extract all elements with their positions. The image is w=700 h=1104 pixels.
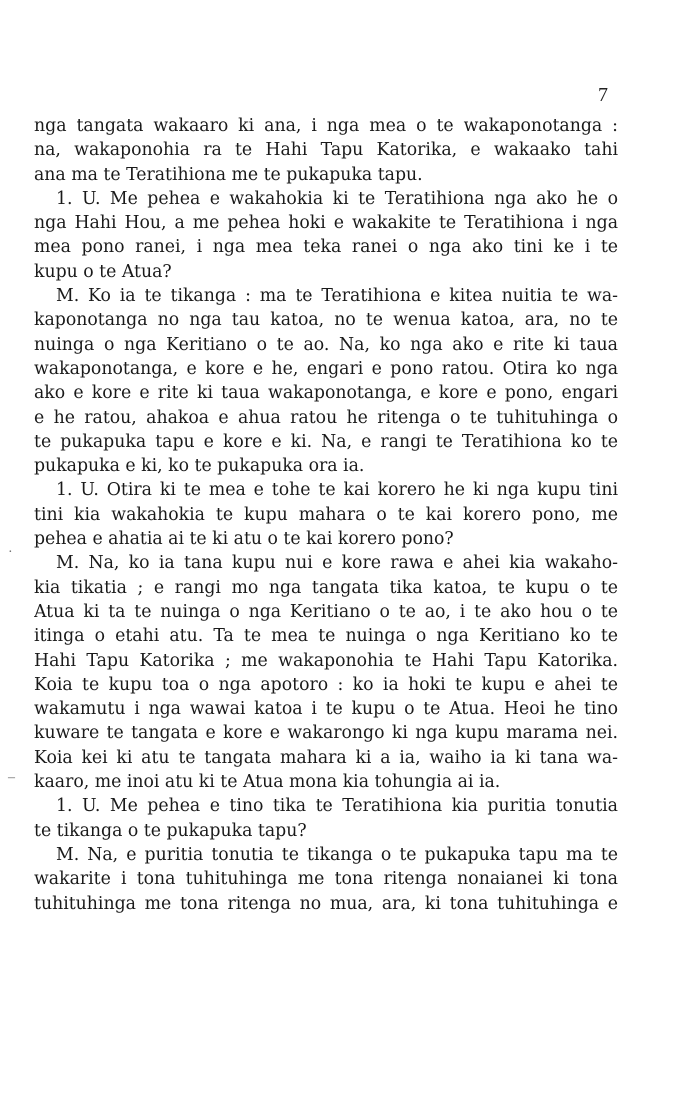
text-line: kuware te tangata e kore e wakarongo ki nga kupu marama nei. [34,723,618,744]
text-line: ana ma te Teratihiona me te pukapuka tapu. [34,164,423,185]
text-line: kia tikatia ; e rangi mo nga tangata tika katoa, te kupu o te [34,577,618,598]
text-line: ako e kore e rite ki taua wakaponotanga, e kore e pono, engari [34,383,618,404]
answer-line: M. Na, ko ia tana kupu nui e kore rawa e ahei kia wakaho- [56,553,618,574]
text-line: te pukapuka tapu e kore e ki. Na, e rangi te Teratihiona ko te [34,431,618,452]
text-line: kaponotanga no nga tau katoa, no te wenua katoa, ara, no te [34,310,618,331]
answer-line: M. Ko ia te tikanga : ma te Teratihiona e kitea nuitia te wa- [56,286,618,307]
margin-dot-mark: · [8,545,13,560]
text-line: mea pono ranei, i nga mea teka ranei o nga ako tini ke i te [34,237,618,258]
answer-line: M. Na, e puritia tonutia te tikanga o te pukapuka tapu ma te [56,844,618,865]
question-line: 1. U. Otira ki te mea e tohe te kai korero he ki nga kupu tini [56,480,618,501]
text-line: wakarite i tona tuhituhinga me tona ritenga nonaianei ki tona [34,869,618,890]
text-line: nga tangata wakaaro ki ana, i nga mea o te wakaponotanga : [34,116,618,136]
text-line: nga Hahi Hou, a me pehea hoki e wakakite te Teratihiona i nga [34,213,618,234]
text-line: pukapuka e ki, ko te pukapuka ora ia. [34,456,365,477]
text-line: tuhituhinga me tona ritenga no mua, ara, ki tona tuhituhinga e [34,893,618,914]
margin-dash-mark: – [8,770,15,785]
question-line: 1. U. Me pehea e wakahokia ki te Teratihiona nga ako he o [56,188,618,209]
text-line: Hahi Tapu Katorika ; me wakaponohia te Hahi Tapu Katorika. [34,650,618,671]
page-number: 7 [598,84,608,106]
text-line: nuinga o nga Keritiano o te ao. Na, ko nga ako e rite ki taua [34,334,618,355]
question-line: 1. U. Me pehea e tino tika te Teratihiona kia puritia tonutia [56,796,618,817]
text-line: Koia te kupu toa o nga apotoro : ko ia hoki te kupu e ahei te [34,674,618,695]
text-line: kaaro, me inoi atu ki te Atua mona kia tohungia ai ia. [34,772,501,793]
text-line: Koia kei ki atu te tangata mahara ki a ia, waiho ia ki tana wa- [34,747,618,768]
text-line: itinga o etahi atu. Ta te mea te nuinga o nga Keritiano ko te [34,626,618,647]
text-line: na, wakaponohia ra te Hahi Tapu Katorika, e wakaako tahi [34,140,618,161]
text-line: wakaponotanga, e kore e he, engari e pono ratou. Otira ko nga [34,358,618,379]
body-text [34,114,618,1094]
text-line: e he ratou, ahakoa e ahua ratou he ritenga o te tuhituhinga o [34,407,618,428]
text-line: te tikanga o te pukapuka tapu? [34,820,307,841]
text-line: pehea e ahatia ai te ki atu o te kai korero pono? [34,529,454,550]
text-line: kupu o te Atua? [34,261,172,282]
text-line: Atua ki ta te nuinga o nga Keritiano o te ao, i te ako hou o te [34,601,618,622]
text-line: tini kia wakahokia te kupu mahara o te kai korero pono, me [34,504,618,525]
text-line: wakamutu i nga wawai katoa i te kupu o te Atua. Heoi he tino [34,699,618,720]
